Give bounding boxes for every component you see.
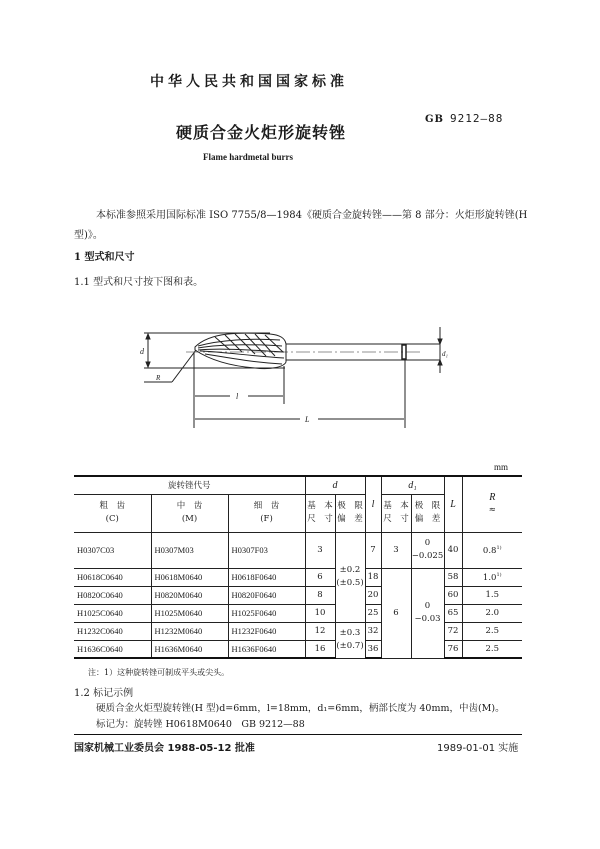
header-d-tolerance: 极 限 偏 差 — [335, 494, 365, 532]
table-row: H1025C0640 H1025M0640 H1025F0640 10 25 65 2.0 — [74, 604, 522, 622]
approval-statement: 国家机械工业委员会 1988-05-12 批准 — [74, 743, 255, 754]
table-row: H0307C03 H0307M03 H0307F03 3 ±0.2 (±0.5) 7 3 0 −0.025 40 0.8$^{1)}$ — [74, 532, 522, 568]
header-d: d — [305, 476, 365, 494]
standard-code: 9212—88 — [450, 112, 504, 125]
d1-tolerance-group: 0 −0.03 — [411, 568, 444, 658]
marking-designation: 标记为：旋转锉 H0618M0640 GB 9212—88 — [96, 719, 305, 730]
header-code-group: 旋转锉代号 — [74, 476, 305, 494]
dimensions-table — [74, 475, 522, 659]
table-footnote: 注：1）这种旋转锉可制成平头或尖头。 — [88, 668, 230, 677]
section-1-1-text: 1.1 型式和尺寸按下图和表。 — [74, 277, 204, 288]
issuing-country-standard: 中华人民共和国国家标准 — [150, 74, 348, 90]
label-d: d — [140, 347, 144, 356]
header-coarse: 粗 齿 (C) — [74, 494, 151, 532]
header-d1: d₁ — [381, 476, 444, 494]
label-d1: d₁ — [442, 350, 448, 358]
intro-line-1: 本标准参照采用国际标准 ISO 7755/8—1984《硬质合金旋转锉——第 8 部分：火炬形旋转锉(H — [96, 210, 528, 221]
intro-line-2: 型)》。 — [74, 230, 103, 241]
footer-divider — [74, 734, 522, 735]
flame-burr-drawing — [120, 320, 440, 440]
document-title-en: Flame hardmetal burrs — [203, 152, 293, 162]
d1-dimension — [430, 325, 460, 385]
document-title-cn: 硬质合金火炬形旋转锉 — [176, 123, 347, 142]
label-l: l — [236, 392, 239, 401]
table-row: H1636C0640 H1636M0640 H1636F0640 16 36 76 2.5 — [74, 640, 522, 658]
header-L: L — [444, 476, 462, 532]
header-fine: 细 齿 (F) — [228, 494, 305, 532]
label-R: R — [156, 374, 161, 382]
header-l: l — [365, 476, 381, 532]
header-R: R ≈ — [462, 476, 522, 532]
unit-label: mm — [494, 462, 509, 472]
table-row: H0618C0640 H0618M0640 H0618F0640 6 18 6 0 −0.03 58 1.0$^{1)}$ — [74, 568, 522, 586]
d1-basic-group: 6 — [381, 568, 411, 658]
header-d1-basic: 基 本 尺 寸 — [381, 494, 411, 532]
effective-date: 1989-01-01 实施 — [437, 743, 519, 754]
d-tolerance-group-1: ±0.2 (±0.5) — [335, 532, 365, 622]
header-d-basic: 基 本 尺 寸 — [305, 494, 335, 532]
header-d1-tolerance: 极 限 偏 差 — [411, 494, 444, 532]
header-medium: 中 齿 (M) — [151, 494, 228, 532]
marking-example-text: 硬质合金火炬型旋转锉(H 型)d=6mm，l=18mm，d₁=6mm，柄部长度为 40mm，中齿(M)。 — [96, 703, 505, 714]
table-row: H1232C0640 H1232M0640 H1232F0640 12 ±0.3 (±0.7) 32 72 2.5 — [74, 622, 522, 640]
standard-number — [425, 112, 503, 125]
table-row: H0820C0640 H0820M0640 H0820F0640 8 20 60 1.5 — [74, 586, 522, 604]
section-1-2-heading: 1.2 标记示例 — [74, 688, 134, 699]
d-tolerance-group-2: ±0.3 (±0.7) — [335, 622, 365, 658]
standard-prefix: GB — [425, 114, 444, 125]
d1-tolerance-row1: 0 −0.025 — [411, 532, 444, 568]
label-L: L — [305, 415, 310, 424]
section-1-heading: 1 型式和尺寸 — [74, 252, 135, 263]
